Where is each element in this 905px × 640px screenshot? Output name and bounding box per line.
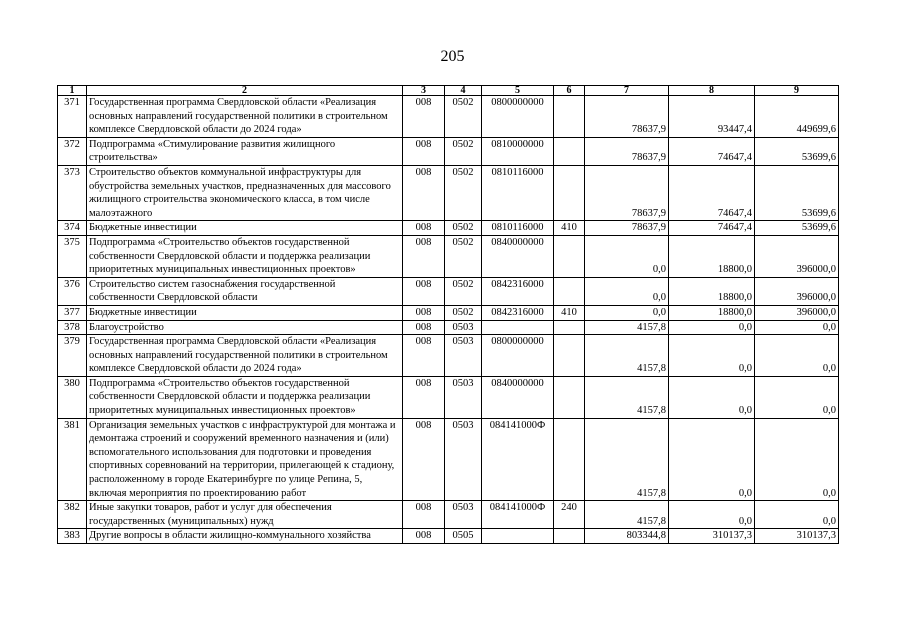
row-amount-col7: 4157,8 xyxy=(585,320,669,335)
row-amount-col9: 0,0 xyxy=(755,320,839,335)
row-expense-type xyxy=(554,320,585,335)
row-section-code: 0502 xyxy=(445,277,482,305)
table-row xyxy=(58,137,839,165)
column-header: 5 xyxy=(482,86,554,96)
table-row xyxy=(58,165,839,220)
row-amount-col7: 803344,8 xyxy=(585,529,669,544)
row-expense-type xyxy=(554,335,585,377)
row-amount-col8: 0,0 xyxy=(669,320,755,335)
row-number: 382 xyxy=(58,501,87,529)
row-name: Другие вопросы в области жилищно-коммунального хозяйства xyxy=(87,529,403,544)
row-amount-col8: 74647,4 xyxy=(669,165,755,220)
row-target-code xyxy=(482,320,554,335)
row-target-code: 0800000000 xyxy=(482,96,554,138)
row-section-code: 0503 xyxy=(445,418,482,501)
column-header: 8 xyxy=(669,86,755,96)
row-amount-col8: 18800,0 xyxy=(669,235,755,277)
row-name: Государственная программа Свердловской области «Реализация основных направлений государственной политики в строительном комплексе Свердловской области до 2024 года» xyxy=(87,335,403,377)
column-header: 4 xyxy=(445,86,482,96)
row-amount-col8: 93447,4 xyxy=(669,96,755,138)
row-expense-type xyxy=(554,376,585,418)
row-target-code: 0810000000 xyxy=(482,137,554,165)
row-name: Бюджетные инвестиции xyxy=(87,221,403,236)
row-target-code: 084141000Ф xyxy=(482,418,554,501)
row-amount-col8: 74647,4 xyxy=(669,137,755,165)
row-number: 380 xyxy=(58,376,87,418)
row-amount-col9: 53699,6 xyxy=(755,165,839,220)
row-amount-col9: 310137,3 xyxy=(755,529,839,544)
row-target-code: 0810116000 xyxy=(482,165,554,220)
row-section-code: 0502 xyxy=(445,165,482,220)
row-amount-col7: 4157,8 xyxy=(585,501,669,529)
row-section-code: 0502 xyxy=(445,235,482,277)
row-number: 378 xyxy=(58,320,87,335)
row-target-code: 0840000000 xyxy=(482,376,554,418)
row-amount-col9: 0,0 xyxy=(755,376,839,418)
column-header: 1 xyxy=(58,86,87,96)
row-amount-col9: 0,0 xyxy=(755,335,839,377)
row-amount-col9: 0,0 xyxy=(755,501,839,529)
row-ministry-code: 008 xyxy=(403,529,445,544)
row-ministry-code: 008 xyxy=(403,96,445,138)
row-ministry-code: 008 xyxy=(403,335,445,377)
row-ministry-code: 008 xyxy=(403,277,445,305)
column-header: 2 xyxy=(87,86,403,96)
budget-table xyxy=(57,85,839,544)
row-ministry-code: 008 xyxy=(403,165,445,220)
row-ministry-code: 008 xyxy=(403,418,445,501)
row-target-code: 0842316000 xyxy=(482,277,554,305)
row-amount-col7: 78637,9 xyxy=(585,165,669,220)
row-section-code: 0502 xyxy=(445,96,482,138)
row-ministry-code: 008 xyxy=(403,501,445,529)
row-amount-col7: 0,0 xyxy=(585,235,669,277)
row-amount-col9: 449699,6 xyxy=(755,96,839,138)
row-ministry-code: 008 xyxy=(403,376,445,418)
row-name: Строительство объектов коммунальной инфраструктуры для обустройства земельных участков, предназначенных для массового жилищного строительства экономического класса, в том числе малоэтажного xyxy=(87,165,403,220)
row-amount-col8: 0,0 xyxy=(669,376,755,418)
row-name: Подпрограмма «Строительство объектов государственной собственности Свердловской области и поддержка реализации приоритетных муниципальных инвестиционных проектов» xyxy=(87,376,403,418)
row-expense-type xyxy=(554,165,585,220)
row-expense-type xyxy=(554,96,585,138)
row-amount-col9: 396000,0 xyxy=(755,235,839,277)
row-ministry-code: 008 xyxy=(403,221,445,236)
row-amount-col8: 18800,0 xyxy=(669,305,755,320)
row-amount-col8: 0,0 xyxy=(669,418,755,501)
row-number: 375 xyxy=(58,235,87,277)
row-number: 377 xyxy=(58,305,87,320)
row-number: 383 xyxy=(58,529,87,544)
row-ministry-code: 008 xyxy=(403,320,445,335)
row-name: Строительство систем газоснабжения государственной собственности Свердловской области xyxy=(87,277,403,305)
table-row xyxy=(58,501,839,529)
row-amount-col9: 53699,6 xyxy=(755,137,839,165)
row-section-code: 0505 xyxy=(445,529,482,544)
row-number: 379 xyxy=(58,335,87,377)
row-amount-col7: 4157,8 xyxy=(585,335,669,377)
row-amount-col7: 78637,9 xyxy=(585,137,669,165)
page-number: 205 xyxy=(440,48,465,65)
row-amount-col7: 0,0 xyxy=(585,305,669,320)
table-row xyxy=(58,529,839,544)
row-amount-col7: 4157,8 xyxy=(585,376,669,418)
row-number: 381 xyxy=(58,418,87,501)
row-number: 374 xyxy=(58,221,87,236)
column-header: 7 xyxy=(585,86,669,96)
row-amount-col7: 4157,8 xyxy=(585,418,669,501)
row-name: Подпрограмма «Стимулирование развития жилищного строительства» xyxy=(87,137,403,165)
table-row xyxy=(58,335,839,377)
row-target-code: 0842316000 xyxy=(482,305,554,320)
row-amount-col9: 53699,6 xyxy=(755,221,839,236)
row-amount-col8: 18800,0 xyxy=(669,277,755,305)
row-number: 372 xyxy=(58,137,87,165)
row-name: Благоустройство xyxy=(87,320,403,335)
row-amount-col8: 310137,3 xyxy=(669,529,755,544)
row-ministry-code: 008 xyxy=(403,305,445,320)
row-section-code: 0503 xyxy=(445,501,482,529)
row-amount-col7: 78637,9 xyxy=(585,221,669,236)
row-target-code xyxy=(482,529,554,544)
row-expense-type xyxy=(554,277,585,305)
row-target-code: 084141000Ф xyxy=(482,501,554,529)
column-header-row xyxy=(58,86,839,96)
row-section-code: 0502 xyxy=(445,305,482,320)
row-section-code: 0502 xyxy=(445,137,482,165)
table-row xyxy=(58,277,839,305)
table-row xyxy=(58,376,839,418)
table-row xyxy=(58,235,839,277)
row-expense-type xyxy=(554,235,585,277)
row-section-code: 0503 xyxy=(445,335,482,377)
row-expense-type: 410 xyxy=(554,221,585,236)
row-amount-col7: 0,0 xyxy=(585,277,669,305)
table-row xyxy=(58,320,839,335)
table-row xyxy=(58,221,839,236)
row-section-code: 0503 xyxy=(445,376,482,418)
row-amount-col8: 74647,4 xyxy=(669,221,755,236)
row-expense-type: 410 xyxy=(554,305,585,320)
row-number: 376 xyxy=(58,277,87,305)
row-number: 373 xyxy=(58,165,87,220)
row-name: Организация земельных участков с инфраструктурой для монтажа и демонтажа строений и сооружений временного назначения и (или) вспомогательного использования для подготовки и проведения спортивных соревнований на территории, прилегающей к стадиону, расположенному в городе Екатеринбурге по улице Репина, 5, включая мероприятия по проектированию работ xyxy=(87,418,403,501)
row-name: Бюджетные инвестиции xyxy=(87,305,403,320)
column-header: 3 xyxy=(403,86,445,96)
row-expense-type xyxy=(554,418,585,501)
table-row xyxy=(58,96,839,138)
row-expense-type xyxy=(554,137,585,165)
row-ministry-code: 008 xyxy=(403,137,445,165)
row-amount-col9: 0,0 xyxy=(755,418,839,501)
row-number: 371 xyxy=(58,96,87,138)
row-name: Государственная программа Свердловской области «Реализация основных направлений государственной политики в строительном комплексе Свердловской области до 2024 года» xyxy=(87,96,403,138)
row-amount-col8: 0,0 xyxy=(669,335,755,377)
row-section-code: 0503 xyxy=(445,320,482,335)
row-target-code: 0810116000 xyxy=(482,221,554,236)
row-name: Иные закупки товаров, работ и услуг для обеспечения государственных (муниципальных) нужд xyxy=(87,501,403,529)
row-amount-col7: 78637,9 xyxy=(585,96,669,138)
row-section-code: 0502 xyxy=(445,221,482,236)
table-row xyxy=(58,418,839,501)
row-amount-col9: 396000,0 xyxy=(755,305,839,320)
row-expense-type: 240 xyxy=(554,501,585,529)
row-name: Подпрограмма «Строительство объектов государственной собственности Свердловской области и поддержка реализации приоритетных муниципальных инвестиционных проектов» xyxy=(87,235,403,277)
column-header: 6 xyxy=(554,86,585,96)
row-target-code: 0840000000 xyxy=(482,235,554,277)
row-ministry-code: 008 xyxy=(403,235,445,277)
row-target-code: 0800000000 xyxy=(482,335,554,377)
column-header: 9 xyxy=(755,86,839,96)
row-amount-col8: 0,0 xyxy=(669,501,755,529)
row-amount-col9: 396000,0 xyxy=(755,277,839,305)
table-row xyxy=(58,305,839,320)
row-expense-type xyxy=(554,529,585,544)
